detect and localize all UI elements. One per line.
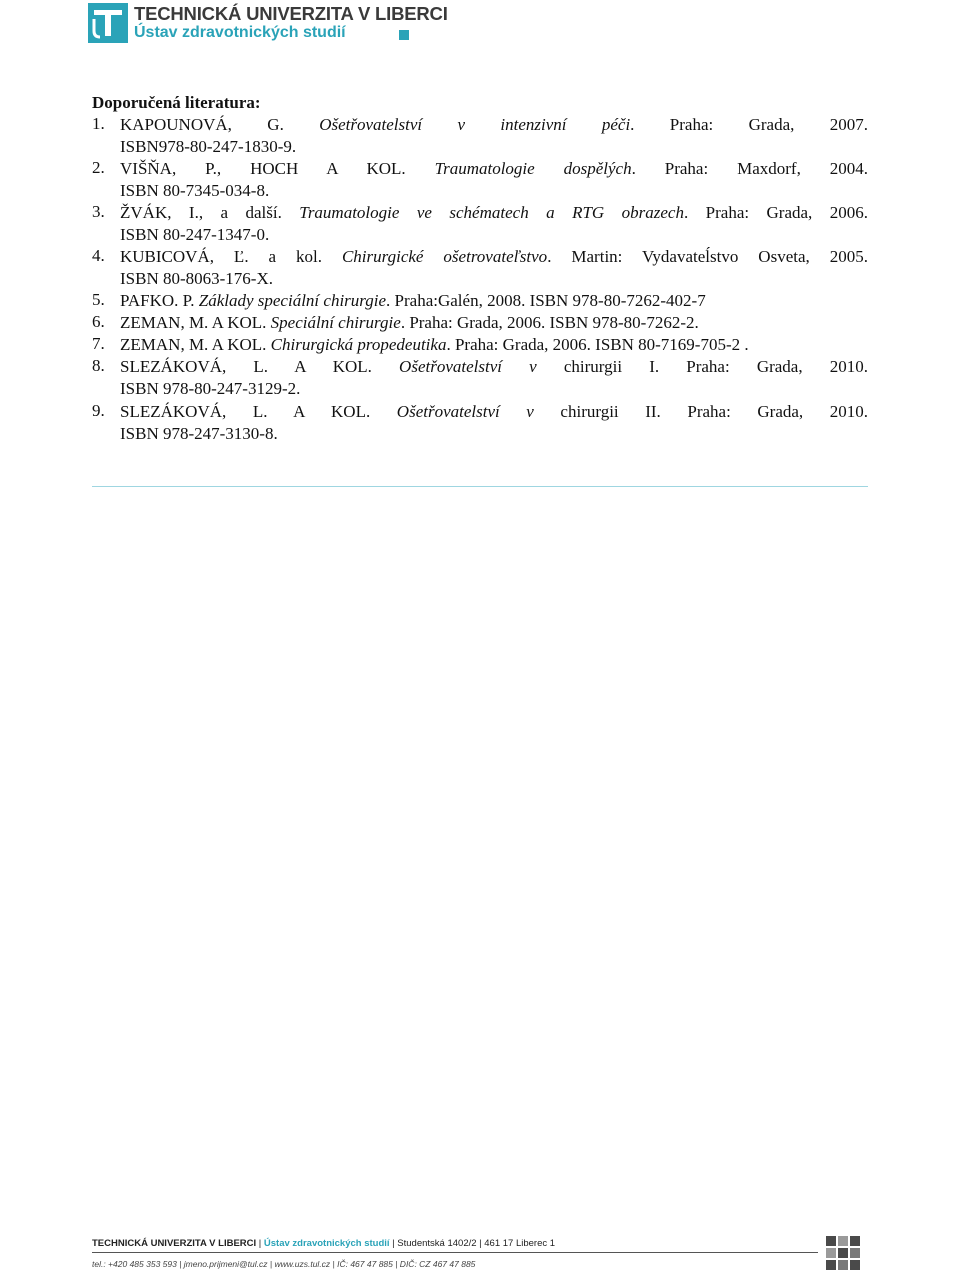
reference-text: PAFKO. P.: [120, 291, 199, 310]
reference-line: [120, 224, 868, 246]
logo-square-accent: [399, 30, 409, 40]
reference-text: . Praha: Grada, 2006. ISBN 80-7169-705-2 .: [446, 335, 749, 354]
reference-text: ŽVÁK, I., a další.: [120, 203, 300, 222]
reference-number: 5.: [92, 290, 105, 309]
reference-line: [120, 401, 868, 423]
reference-number: 8.: [92, 356, 105, 375]
reference-line: [120, 290, 868, 312]
reference-line: [120, 158, 868, 180]
reference-item: [92, 290, 868, 312]
reference-item: [92, 202, 868, 246]
reference-text: ISBN 80-7345-034-8.: [120, 181, 270, 200]
tul-grid-mark-icon: [826, 1236, 860, 1270]
reference-number: 6.: [92, 312, 105, 331]
reference-text: SLEZÁKOVÁ, L. A KOL.: [120, 357, 400, 376]
reference-title: Ošetřovatelství v intenzivní péči: [319, 115, 631, 134]
reference-line: [120, 180, 868, 202]
reference-item: [92, 246, 868, 290]
reference-text: chirurgii II. Praha: Grada, 2010.: [533, 402, 869, 421]
footer-divider: [92, 1252, 818, 1253]
reference-title: Traumatologie ve schématech a RTG obrazech: [299, 203, 684, 222]
reference-line: [120, 114, 868, 136]
reference-text: . Praha: Grada, 2006. ISBN 978-80-7262-2.: [400, 313, 699, 332]
reference-text: ISBN 978-80-247-3129-2.: [120, 379, 301, 398]
reference-text: ISBN 80-247-1347-0.: [120, 225, 270, 244]
tul-logo-icon: [88, 3, 128, 43]
reference-line: [120, 378, 868, 400]
reference-item: [92, 356, 868, 400]
university-logo: [88, 3, 448, 47]
reference-item: [92, 158, 868, 202]
reference-number: 1.: [92, 114, 105, 133]
section-heading: Doporučená literatura:: [92, 93, 261, 112]
reference-number: 9.: [92, 401, 105, 420]
reference-item: [92, 114, 868, 158]
literature-section: [92, 92, 868, 445]
reference-line: [120, 136, 868, 158]
reference-title: Chirurgické ošetrovateľstvo: [341, 247, 548, 266]
footer-address: Studentská 1402/2 | 461 17 Liberec 1: [397, 1238, 556, 1249]
reference-text: KUBICOVÁ, Ľ. a kol.: [120, 247, 342, 266]
reference-line: [120, 312, 868, 334]
reference-number: 2.: [92, 158, 105, 177]
reference-line: [120, 334, 868, 356]
reference-title: Chirurgická propedeutika: [270, 335, 447, 354]
reference-title: Ošetřovatelství v: [399, 357, 537, 376]
reference-line: [120, 423, 868, 445]
reference-list: [92, 114, 868, 445]
footer-institute: Ústav zdravotnických studií: [263, 1238, 390, 1249]
reference-text: KAPOUNOVÁ, G.: [120, 115, 320, 134]
reference-text: . Praha: Maxdorf, 2004.: [631, 159, 868, 178]
reference-text: chirurgii I. Praha: Grada, 2010.: [536, 357, 868, 376]
reference-item: [92, 401, 868, 445]
reference-line: [120, 202, 868, 224]
section-divider: [92, 486, 868, 487]
reference-title: Traumatologie dospělých: [434, 159, 632, 178]
reference-text: ISBN 978-247-3130-8.: [120, 424, 278, 443]
reference-text: ISBN 80-8063-176-X.: [120, 269, 273, 288]
reference-line: [120, 246, 868, 268]
reference-text: ZEMAN, M. A KOL.: [120, 313, 271, 332]
reference-text: . Praha:Galén, 2008. ISBN 978-80-7262-402-7: [386, 291, 706, 310]
reference-text: VIŠŇA, P., HOCH A KOL.: [120, 159, 435, 178]
footer-contact: tel.: +420 485 353 593 | jmeno.prijmeni@tul.cz | www.uzs.tul.cz | IČ: 467 47 885 | DIČ: CZ 467 47 885: [92, 1259, 476, 1269]
reference-number: 3.: [92, 202, 105, 221]
footer-address-line: [92, 1238, 555, 1249]
footer-university: TECHNICKÁ UNIVERZITA V LIBERCI: [92, 1238, 257, 1249]
reference-title: Základy speciální chirurgie: [198, 291, 387, 310]
reference-line: [120, 356, 868, 378]
logo-university-name: TECHNICKÁ UNIVERZITA V LIBERCI: [134, 3, 448, 24]
reference-title: Speciální chirurgie: [270, 313, 401, 332]
reference-text: ISBN978-80-247-1830-9.: [120, 137, 297, 156]
footer-separator: |: [389, 1238, 398, 1249]
reference-title: Ošetřovatelství v: [396, 402, 534, 421]
reference-text: . Praha: Grada, 2007.: [630, 115, 868, 134]
reference-line: [120, 268, 868, 290]
reference-text: . Martin: Vydavateĺstvo Osveta, 2005.: [547, 247, 868, 266]
reference-item: [92, 312, 868, 334]
logo-institute-name: Ústav zdravotnických studií: [134, 24, 346, 41]
reference-item: [92, 334, 868, 356]
reference-text: SLEZÁKOVÁ, L. A KOL.: [120, 402, 397, 421]
footer-separator: |: [256, 1238, 264, 1249]
reference-text: ZEMAN, M. A KOL.: [120, 335, 271, 354]
reference-text: . Praha: Grada, 2006.: [683, 203, 869, 222]
reference-number: 7.: [92, 334, 105, 353]
reference-number: 4.: [92, 246, 105, 265]
